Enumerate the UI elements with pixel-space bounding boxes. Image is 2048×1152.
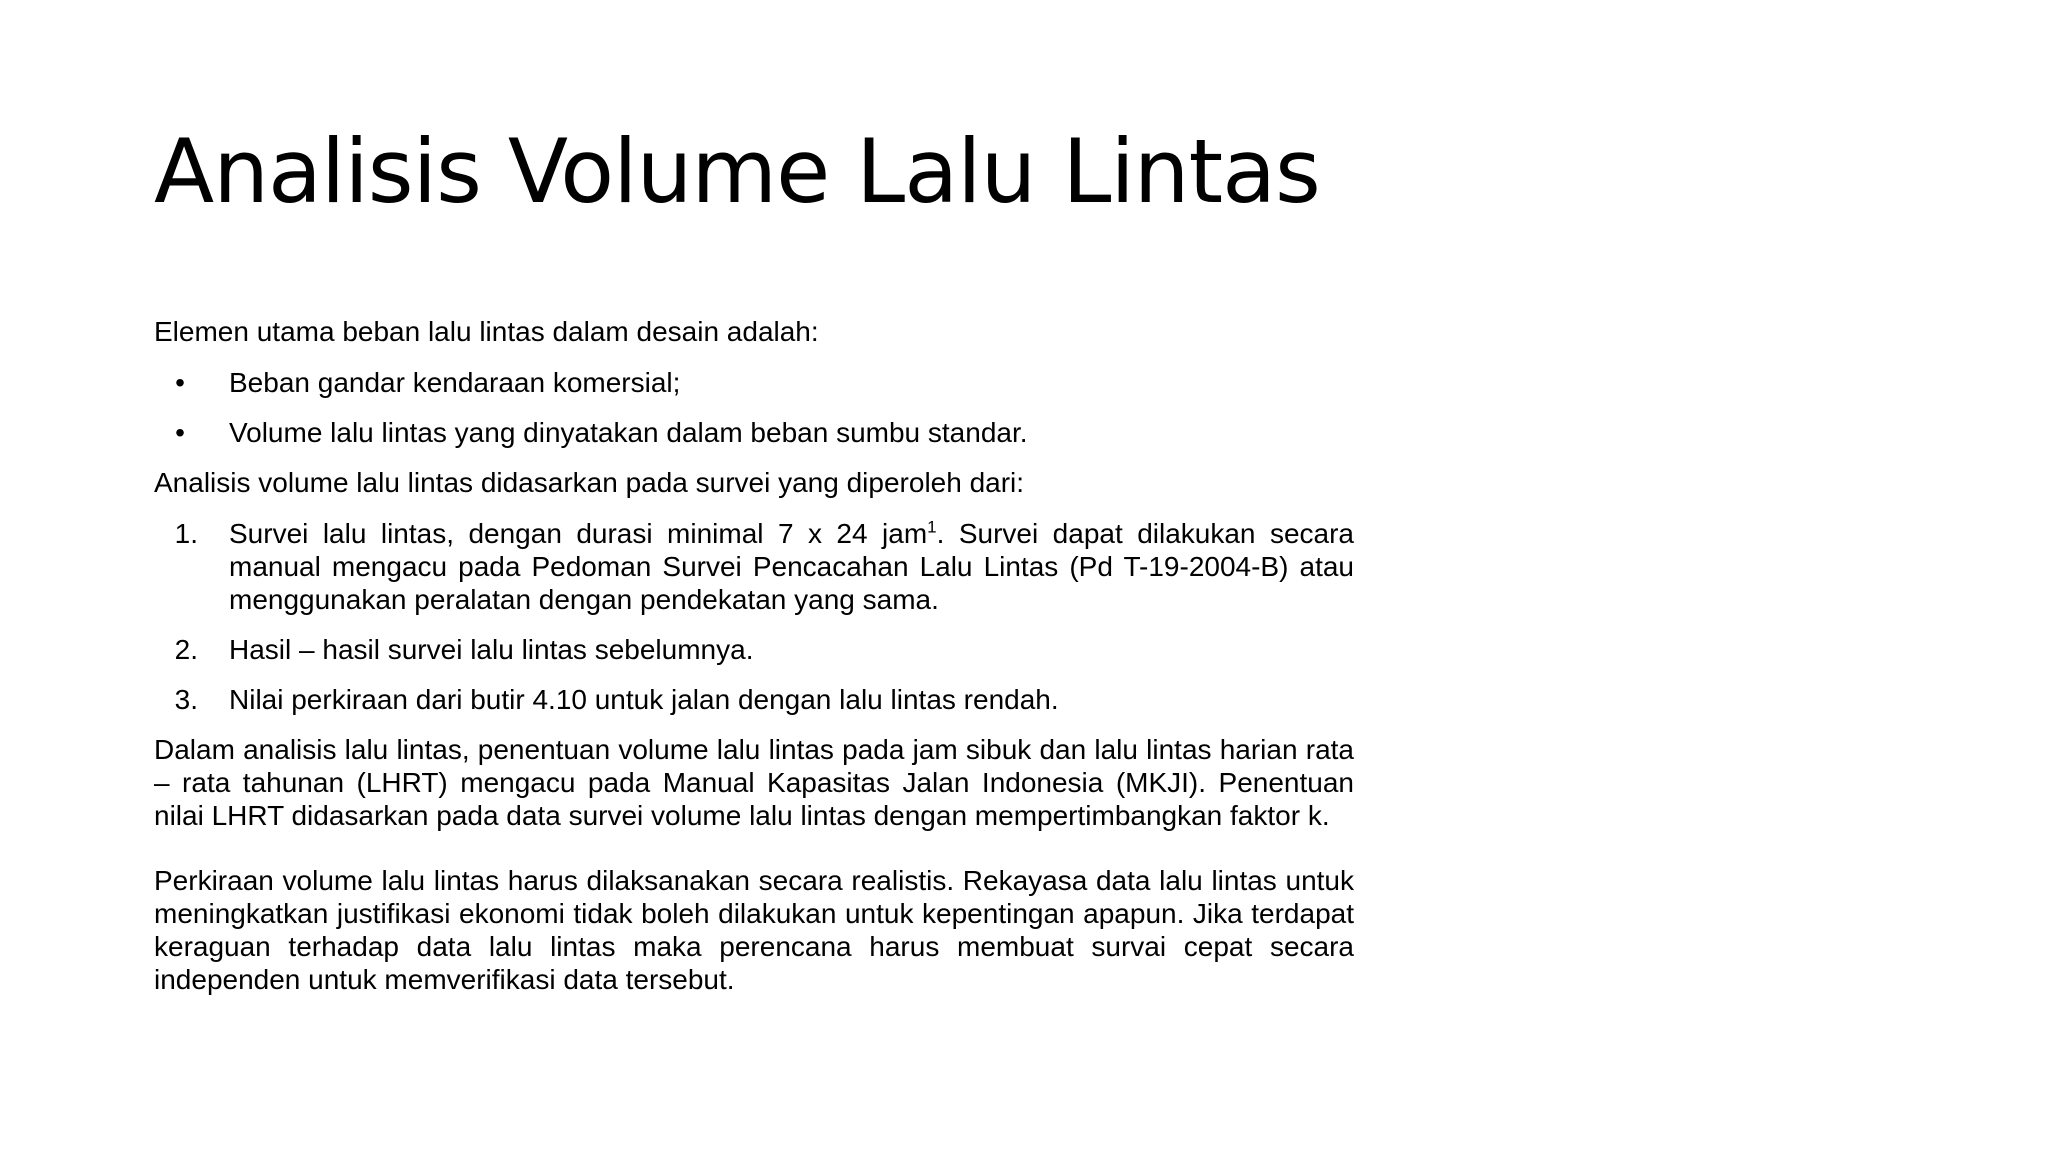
numbered-text: Hasil – hasil survei lalu lintas sebelumnya. (229, 634, 754, 665)
bullet-text: Beban gandar kendaraan komersial; (229, 367, 681, 398)
list-number: 2. (174, 634, 198, 665)
bullet-text: Volume lalu lintas yang dinyatakan dalam beban sumbu standar. (229, 417, 1028, 448)
realistic-paragraph: Perkiraan volume lalu lintas harus dilaksanakan secara realistis. Rekayasa data lalu lintas untuk meningkatkan justifikasi ekonomi tidak boleh dilakukan untuk kepentingan apapun. Jika terdapat keraguan terhadap data lalu lintas maka perencana harus membuat survai cepat secara independen untuk memverifikasi data tersebut. (154, 865, 1354, 995)
numbered-list (154, 517, 1354, 716)
numbered-item (154, 633, 1354, 666)
list-number: 1. (174, 518, 198, 549)
numbered-item (154, 517, 1354, 616)
slide-title: Analisis Volume Lalu Lintas (154, 120, 1320, 223)
bullet-item (154, 366, 1354, 399)
numbered-text-part: Survei lalu lintas, dengan durasi minimal 7 x 24 jam (229, 518, 928, 549)
numbered-item (154, 683, 1354, 716)
bullet-list (154, 366, 1354, 449)
intro-text: Elemen utama beban lalu lintas dalam desain adalah: (154, 316, 819, 347)
lhrt-paragraph: Dalam analisis lalu lintas, penentuan volume lalu lintas pada jam sibuk dan lalu lintas harian rata – rata tahunan (LHRT) mengacu pada Manual Kapasitas Jalan Indonesia (MKJI). Penentuan nilai LHRT didasarkan pada data survei volume lalu lintas dengan mempertimbangkan faktor k. (154, 734, 1354, 831)
list-number: 3. (174, 684, 198, 715)
survey-intro-text: Analisis volume lalu lintas didasarkan pada survei yang diperoleh dari: (154, 467, 1025, 498)
slide-body (154, 315, 1354, 1014)
bullet-icon: • (175, 367, 185, 398)
numbered-text: Nilai perkiraan dari butir 4.10 untuk jalan dengan lalu lintas rendah. (229, 684, 1059, 715)
numbered-text-part: . Survei dapat dilakukan secara manual mengacu pada Pedoman Survei Pencacahan Lalu Lintas (Pd T-19-2004-B) atau menggunakan peralatan dengan pendekatan yang sama. (229, 518, 1354, 615)
footnote-marker: 1 (927, 517, 937, 537)
bullet-icon: • (175, 417, 185, 448)
bullet-item (154, 416, 1354, 449)
numbered-text (229, 518, 1354, 615)
